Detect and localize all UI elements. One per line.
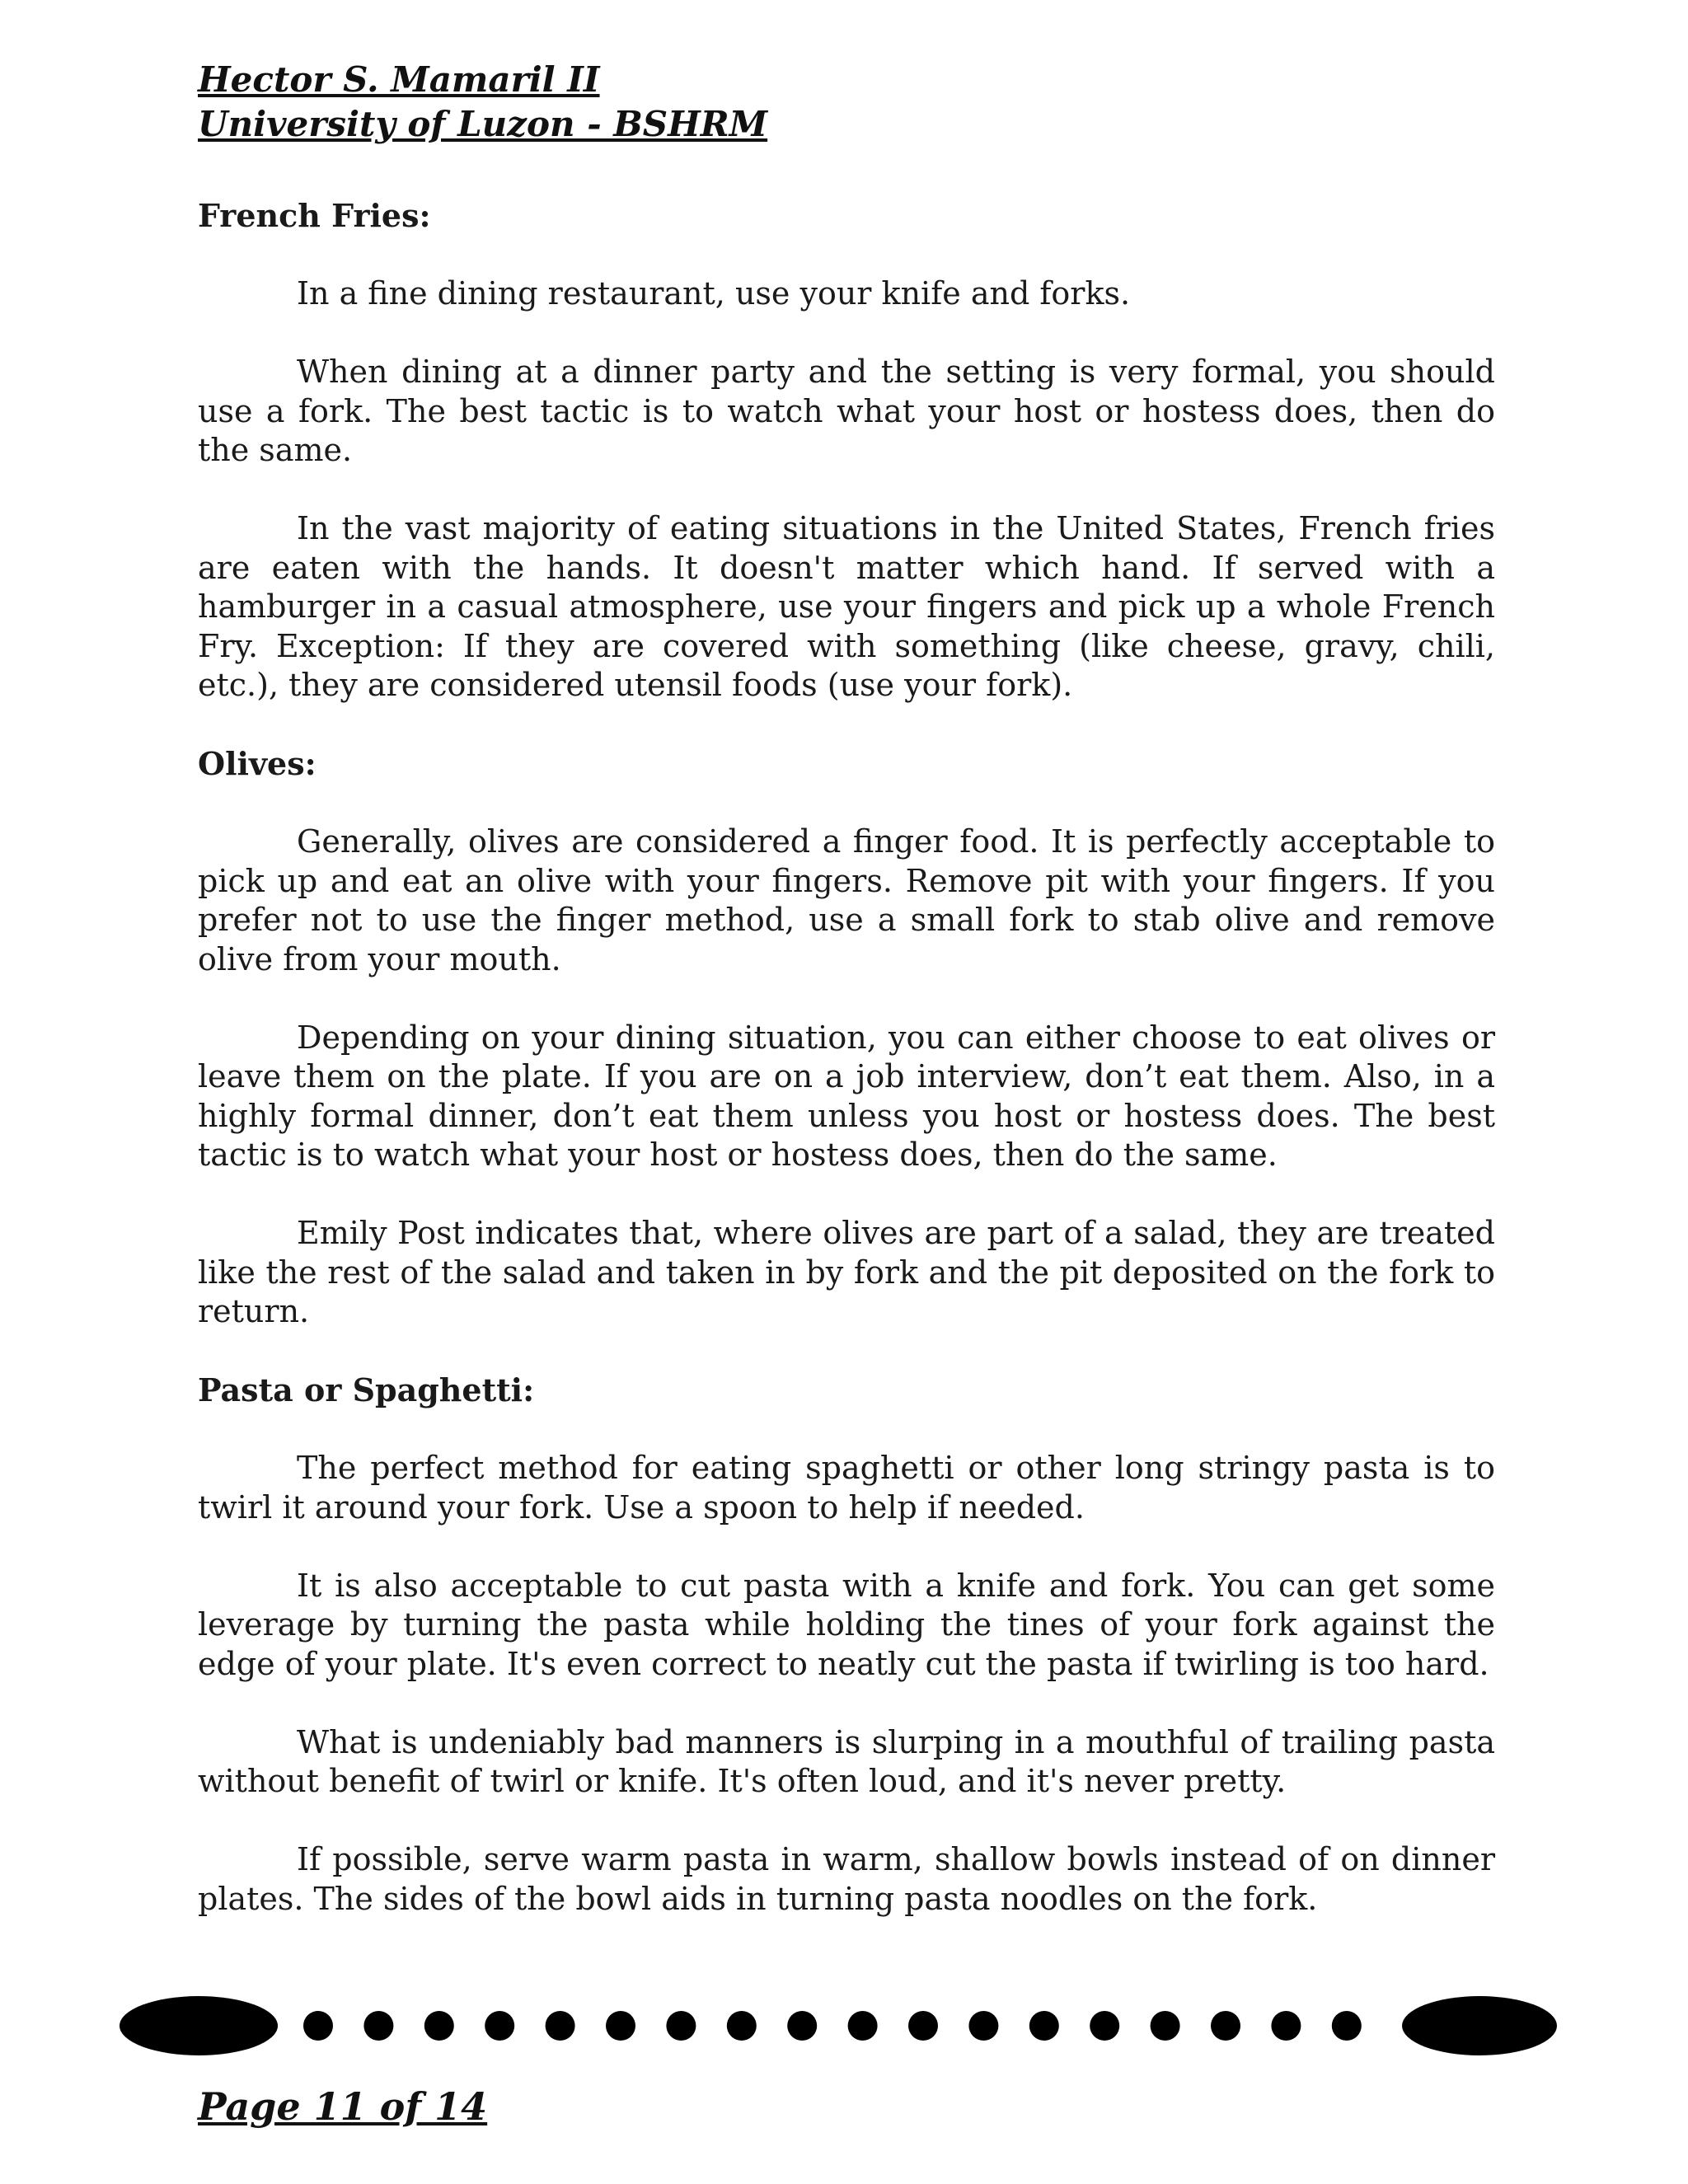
document-header (198, 58, 767, 147)
divider-dot (1332, 2011, 1362, 2041)
divider-dot (848, 2011, 878, 2041)
section-heading: French Fries: (198, 197, 431, 234)
paragraph: When dining at a dinner party and the setting is very formal, you should use a fork. The best tactic is to watch what your host or hostess does, then do the same. (198, 354, 1495, 468)
paragraph: Emily Post indicates that, where olives are part of a salad, they are treated like the rest of the salad and taken in by fork and the pit deposited on the fork to return. (198, 1215, 1495, 1329)
divider-dot (1029, 2011, 1059, 2041)
paragraph: Generally, olives are considered a finger food. It is perfectly acceptable to pick up and eat an olive with your fingers. Remove pit with your fingers. If you prefer not to use the finger method, use a small fork to stab olive and remove olive from your mouth. (198, 823, 1495, 977)
document-body (198, 196, 1495, 1958)
dotted-divider (120, 1993, 1558, 2059)
paragraph: The perfect method for eating spaghetti or other long stringy pasta is to twirl it around your fork. Use a spoon to help if needed. (198, 1450, 1495, 1526)
section-olives (198, 744, 1495, 1332)
page-number: Page 11 of 14 (198, 2084, 488, 2129)
paragraph: What is undeniably bad manners is slurping in a mouthful of trailing pasta without benefit of twirl or knife. It's often loud, and it's never pretty. (198, 1723, 1495, 1799)
section-heading: Pasta or Spaghetti: (198, 1371, 535, 1408)
divider-dot (908, 2011, 938, 2041)
paragraph: Depending on your dining situation, you can either choose to eat olives or leave them on the plate. If you are on a job interview, don’t eat them. Also, in a highly formal dinner, don’t eat them unless you host or hostess does. The best tactic is to watch what your host or hostess does, then do the same. (198, 1019, 1495, 1173)
divider-dot (727, 2011, 757, 2041)
section-heading: Olives: (198, 745, 316, 782)
paragraph: In a fine dining restaurant, use your knife and forks. (297, 275, 1131, 312)
paragraph: It is also acceptable to cut pasta with a knife and fork. You can get some leverage by turning the pasta while holding the tines of your fork against the edge of your plate. It's even correct to neatly cut the pasta if twirling is too hard. (198, 1567, 1495, 1682)
section-french-fries (198, 196, 1495, 705)
divider-dot (666, 2011, 696, 2041)
paragraph: In the vast majority of eating situations in the United States, French fries are eaten with the hands. It doesn't matter which hand. If served with a hamburger in a casual atmosphere, use your fingers and pick up a whole French Fry. Exception: If they are covered with something (like cheese, gravy, chili, etc.), they are considered utensil foods (use your fork). (198, 510, 1495, 703)
divider-dot (787, 2011, 817, 2041)
divider-dot (1271, 2011, 1301, 2041)
divider-dot (1151, 2011, 1180, 2041)
divider-dot (968, 2011, 998, 2041)
institution-name: University of Luzon - BSHRM (198, 104, 768, 144)
divider-dot (546, 2011, 575, 2041)
section-pasta (198, 1371, 1495, 1919)
divider-dot (303, 2011, 333, 2041)
divider-dot (363, 2011, 393, 2041)
divider-dot (424, 2011, 454, 2041)
author-name: Hector S. Mamaril II (198, 59, 600, 100)
divider-left-oval (120, 1996, 278, 2055)
divider-dot (1211, 2011, 1240, 2041)
paragraph: If possible, serve warm pasta in warm, shallow bowls instead of on dinner plates. The sides of the bowl aids in turning pasta noodles on the fork. (198, 1841, 1495, 1917)
divider-right-oval (1402, 1996, 1557, 2055)
divider-dot (606, 2011, 635, 2041)
divider-dot (485, 2011, 514, 2041)
divider-dot (1090, 2011, 1119, 2041)
divider-dots (303, 2011, 1362, 2041)
